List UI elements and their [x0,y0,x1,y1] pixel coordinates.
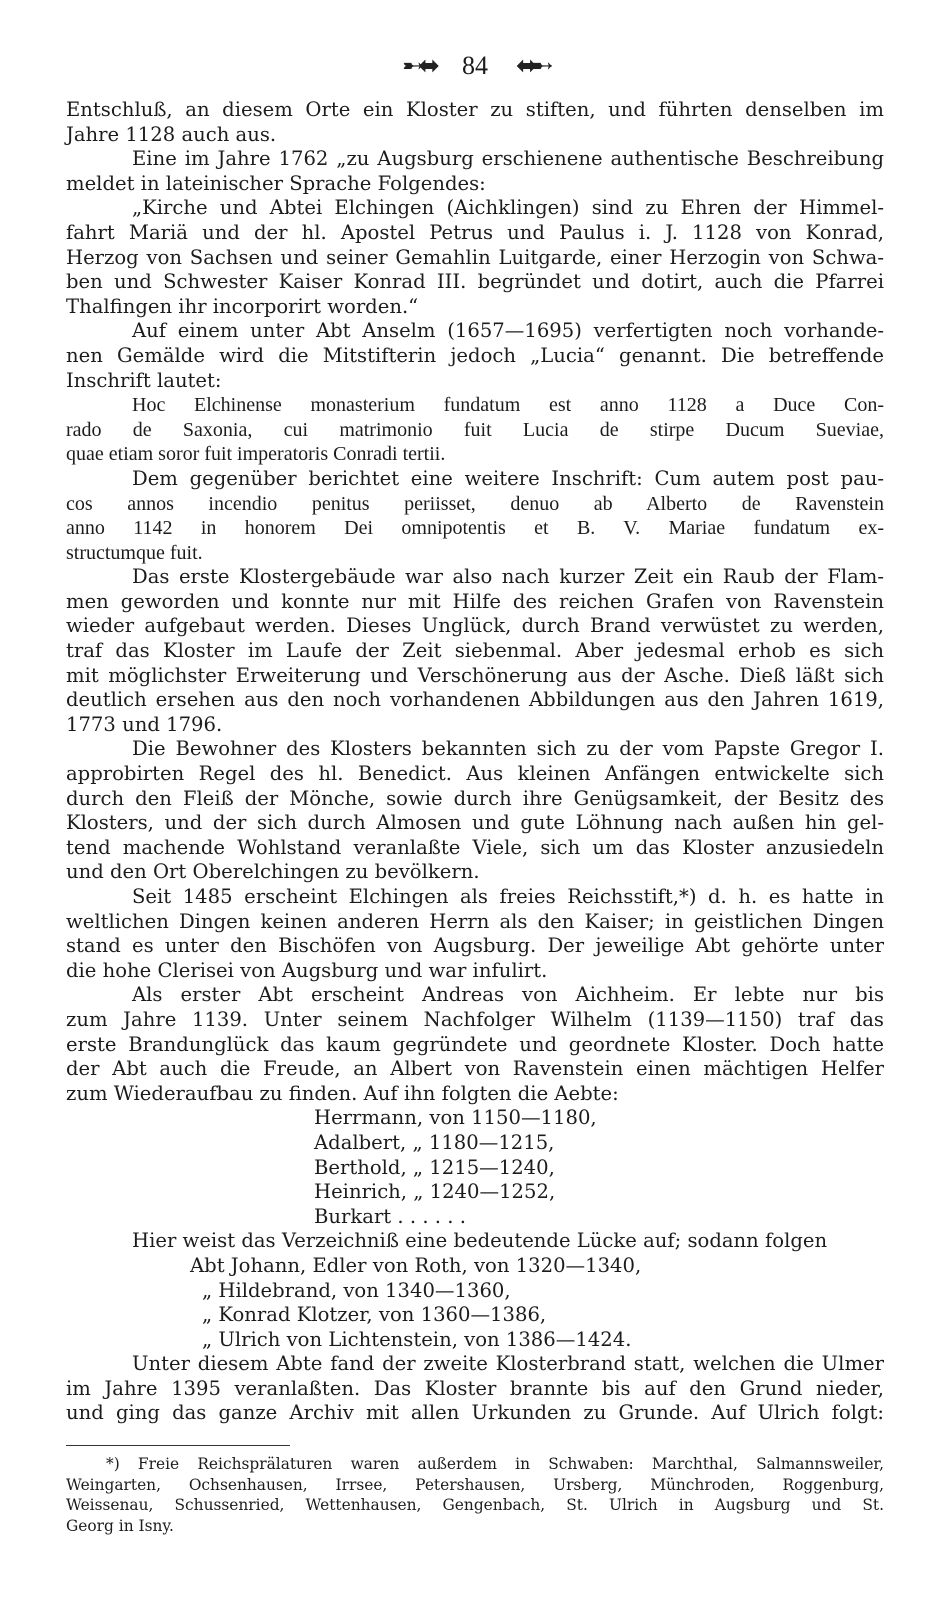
text-line: Klosters, und der sich durch Almosen und gute Löhnung nach außen hin gel- [66,811,884,835]
text-line: 1773 und 1796. [66,712,223,736]
text-line: „ Konrad Klotzer, von 1360—1386, [202,1303,547,1327]
text-line: Thalfingen ihr incorporirt worden.“ [66,294,419,318]
text-line: deutlich ersehen aus den noch vorhandenen Abbildungen aus den Jahren 1619, [66,688,884,712]
left-ornament-icon: ➸⬌ [402,51,434,81]
text-line: Eine im Jahre 1762 „zu Augsburg erschienene authentische Beschreibung [132,147,884,171]
text-line: Hoc Elchinense monasterium fundatum est anno 1128 a Duce Con- [132,394,884,417]
text-line: nen Gemälde wird die Mitstifterin jedoch „Lucia“ genannt. Die betreffende [66,343,884,367]
footnote [66,1454,884,1536]
text-line: Abt Johann, Edler von Roth, von 1320—1340, [190,1253,642,1277]
text-line: Auf einem unter Abt Anselm (1657—1695) verfertigten noch vorhande- [132,319,884,343]
text-line: ben und Schwester Kaiser Konrad III. begründet und dotirt, auch die Pfarrei [66,270,884,294]
text-line: weltlichen Dingen keinen anderen Herrn als den Kaiser; in geistlichen Dingen [66,909,884,933]
text-line: und ging das ganze Archiv mit allen Urkunden zu Grunde. Auf Ulrich folgt: [66,1401,884,1425]
text-line: Entschluß, an diesem Orte ein Kloster zu stiften, und führten denselben im [66,98,884,121]
text-line: erste Brandunglück das kaum gegründete und geordnete Kloster. Doch hatte [66,1032,884,1056]
text-line: cos annos incendio penitus periisset, denuo ab Alberto de Ravenstein [66,492,884,515]
text-line: Adalbert, „ 1180—1215, [314,1130,555,1154]
text-line: und den Ort Oberelchingen zu bevölkern. [66,860,480,884]
text-line: Inschrift lautet: [66,368,222,392]
text-line: Als erster Abt erscheint Andreas von Aichheim. Er lebte nur bis [132,983,884,1007]
footnote-line: Weingarten, Ochsenhausen, Irrsee, Petershausen, Ursberg, Münchroden, Roggenburg, [66,1475,884,1494]
footnote-line: Georg in Isny. [66,1516,174,1535]
text-line: approbirten Regel des hl. Benedict. Aus kleinen Anfängen entwickelte sich [66,762,884,786]
page-header [0,46,950,86]
text-line: zum Jahre 1139. Unter seinem Nachfolger Wilhelm (1139—1150) traf das [66,1007,884,1031]
text-line: wieder aufgebaut werden. Dieses Unglück, durch Brand verwüstet zu werden, [66,614,884,638]
text-line: meldet in lateinischer Sprache Folgendes: [66,171,486,195]
text-line: stand es unter den Bischöfen von Augsburg. Der jeweilige Abt gehörte unter [66,934,884,958]
text-line: traf das Kloster im Laufe der Zeit siebenmal. Aber jedesmal erhob es sich [66,639,884,663]
text-line: Jahre 1128 auch aus. [66,122,277,146]
footnote-divider [66,1445,290,1446]
text-line: quae etiam soror fuit imperatoris Conradi tertii. [66,443,446,466]
text-line: Burkart . . . . . . [314,1204,466,1228]
text-line: Heinrich, „ 1240—1252, [314,1180,556,1204]
text-line: Hier weist das Verzeichniß eine bedeutende Lücke auf; sodann folgen [132,1229,828,1253]
text-line: men geworden und konnte nur mit Hilfe des reichen Grafen von Ravenstein [66,589,884,613]
text-line: structumque fuit. [66,541,203,564]
text-line: zum Wiederaufbau zu finden. Auf ihn folgten die Aebte: [66,1081,619,1105]
text-line: Herzog von Sachsen und seiner Gemahlin Luitgarde, einer Herzogin von Schwa- [66,245,884,269]
main-text [66,98,884,1426]
text-line: rado de Saxonia, cui matrimonio fuit Lucia de stirpe Ducum Sueviae, [66,418,884,441]
text-line: durch den Fleiß der Mönche, sowie durch ihre Genügsamkeit, der Besitz des [66,786,884,810]
text-line: Herrmann, von 1150—1180, [314,1106,597,1130]
text-line: Seit 1485 erscheint Elchingen als freies Reichsstift,*) d. h. es hatte in [132,885,884,908]
text-line: Berthold, „ 1215—1240, [314,1155,555,1179]
footnote-line: *) Freie Reichsprälaturen waren außerdem in Schwaben: Marchthal, Salmannsweiler, [106,1455,884,1473]
text-line: tend machende Wohlstand veranlaßte Viele, sich um das Kloster anzusiedeln [66,835,884,859]
page-number: 84 [462,51,488,80]
text-line: fahrt Mariä und der hl. Apostel Petrus und Paulus i. J. 1128 von Konrad, [66,220,884,244]
text-line: Unter diesem Abte fand der zweite Klosterbrand statt, welchen die Ulmer [132,1352,884,1376]
right-ornament-icon: ⬌➸ [516,51,548,81]
text-line: die hohe Clerisei von Augsburg und war infulirt. [66,958,548,982]
footnote-line: Weissenau, Schussenried, Wettenhausen, Gengenbach, St. Ulrich in Augsburg und St. [66,1496,884,1514]
text-line: anno 1142 in honorem Dei omnipotentis et B. V. Mariae fundatum ex- [66,517,884,540]
text-line: der Abt auch die Freude, an Albert von Ravenstein einen mächtigen Helfer [66,1057,884,1081]
text-line: „ Ulrich von Lichtenstein, von 1386—1424. [202,1327,632,1351]
text-line: Dem gegenüber berichtet eine weitere Inschrift: Cum autem post pau- [132,466,884,490]
text-line: im Jahre 1395 veranlaßten. Das Kloster brannte bis auf den Grund nieder, [66,1376,884,1400]
text-line: Das erste Klostergebäude war also nach kurzer Zeit ein Raub der Flam- [132,565,884,589]
text-line: Die Bewohner des Klosters bekannten sich zu der vom Papste Gregor I. [132,737,884,761]
text-line: mit möglichster Erweiterung und Verschönerung aus der Asche. Dieß läßt sich [66,663,884,687]
text-line: „Kirche und Abtei Elchingen (Aichklingen) sind zu Ehren der Himmel- [132,196,884,220]
text-line: „ Hildebrand, von 1340—1360, [202,1278,511,1302]
